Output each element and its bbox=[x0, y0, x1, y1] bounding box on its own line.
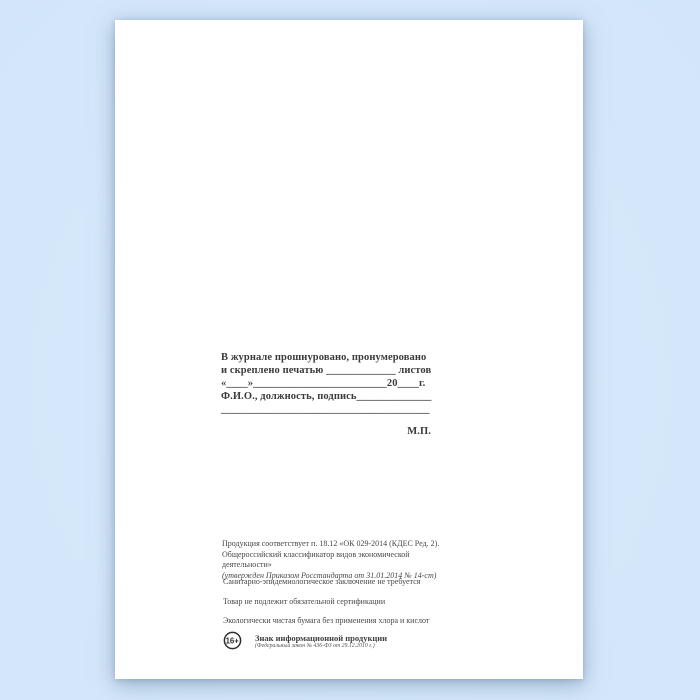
compliance-block bbox=[222, 539, 452, 581]
compliance-line-3: (утвержден Приказом Росстандарта от 31.01.2014 № 14-ст) bbox=[222, 570, 437, 580]
compliance-line-2: Общероссийский классификатор видов экономической деятельности» bbox=[222, 549, 410, 569]
age-rating-16plus-icon bbox=[223, 631, 242, 650]
age-badge-label: 16+ bbox=[225, 636, 239, 646]
stamp-place-mark: М.П. bbox=[407, 426, 431, 437]
note-sanitary: Санитарно-эпидемиологическое заключение не требуется bbox=[223, 577, 421, 586]
document-page bbox=[115, 20, 583, 679]
certification-line-4: Ф.И.О., должность, подпись______________ bbox=[221, 391, 432, 402]
age-rating-law-note: (Федеральный закон № 436-ФЗ от 29.12.2010 г.) bbox=[255, 643, 375, 649]
certification-line-3: «____»_________________________20____г. bbox=[221, 378, 426, 389]
certification-line-2: и скреплено печатью _____________ листов bbox=[221, 365, 432, 376]
certification-block bbox=[221, 351, 437, 438]
certification-signature-line: _______________________________________ bbox=[221, 404, 430, 415]
certification-line-1: В журнале прошнуровано, пронумеровано bbox=[221, 352, 427, 363]
compliance-line-1: Продукция соответствует п. 18.12 «ОК 029-2014 (КДЕС Ред. 2). bbox=[222, 539, 440, 548]
age-rating-title: Знак информационной продукции bbox=[255, 633, 388, 643]
note-eco-paper: Экологически чистая бумага без применения хлора и кислот bbox=[223, 616, 430, 625]
note-certification: Товар не подлежит обязательной сертификации bbox=[223, 597, 386, 606]
